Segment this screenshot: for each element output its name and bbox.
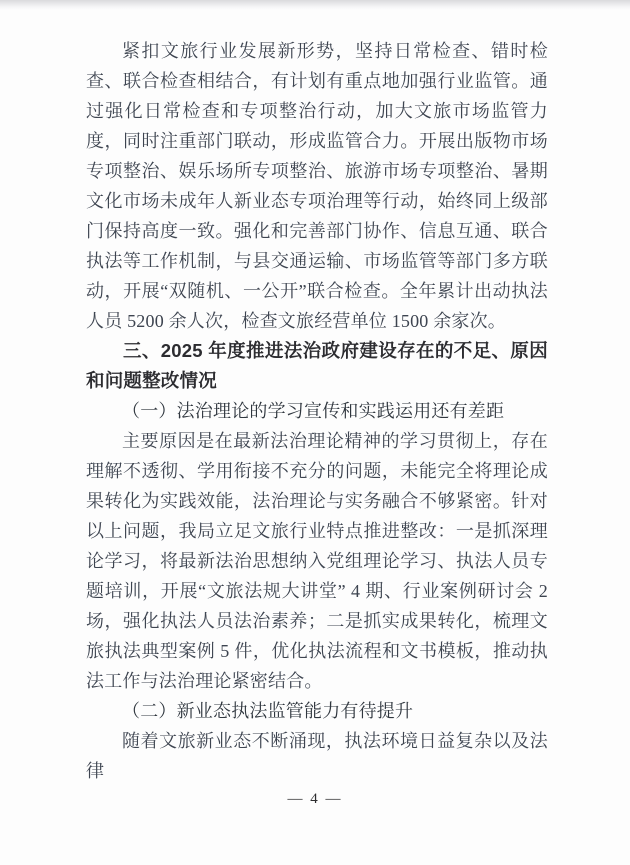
paragraph-market-supervision: 紧扣文旅行业发展新形势，坚持日常检查、错时检查、联合检查相结合，有计划有重点地加强行业监管。通过强化日常检查和专项整治行动，加大文旅市场监管力度，同时注重部门联动，形成监管合力。开展出版物市场专项整治、娱乐场所专项整治、旅游市场专项整治、暑期文化市场未成年人新业态专项治理等行动，始终同上级部门保持高度一致。强化和完善部门协作、信息互通、联合执法等工作机制，与县交通运输、市场监管等部门多方联动，开展“双随机、一公开”联合检查。全年累计出动执法人员 5200 余人次，检查文旅经营单位 1500 余家次。 — [86, 41, 548, 331]
subsection-2-body: 随着文旅新业态不断涌现，执法环境日益复杂以及法律 — [86, 731, 548, 781]
scan-edge-shadow — [0, 0, 630, 10]
subsection-1-body: 主要原因是在最新法治理论精神的学习贯彻上，存在理解不透彻、学用衔接不充分的问题，未能完全将理论成果转化为实践效能，法治理论与实务融合不够紧密。针对以上问题，我局立足文旅行业特点推进整改：一是抓深理论学习，将最新法治思想纳入党组理论学习、执法人员专题培训，开展“文旅法规大讲堂” 4 期、行业案例研讨会 2 场，强化执法人员法治素养；二是抓实成果转化，梳理文旅执法典型案例 5 件，优化执法流程和文书模板，推动执法工作与法治理论紧密结合。 — [86, 431, 548, 691]
subsection-1-heading: （一）法治理论的学习宣传和实践运用还有差距 — [122, 401, 505, 421]
document-content — [86, 36, 548, 786]
section-heading-deficiencies: 三、2025 年度推进法治政府建设存在的不足、原因和问题整改情况 — [86, 340, 548, 391]
page-number: — 4 — — [287, 791, 343, 807]
subsection-2-heading: （二）新业态执法监管能力有待提升 — [122, 701, 414, 721]
